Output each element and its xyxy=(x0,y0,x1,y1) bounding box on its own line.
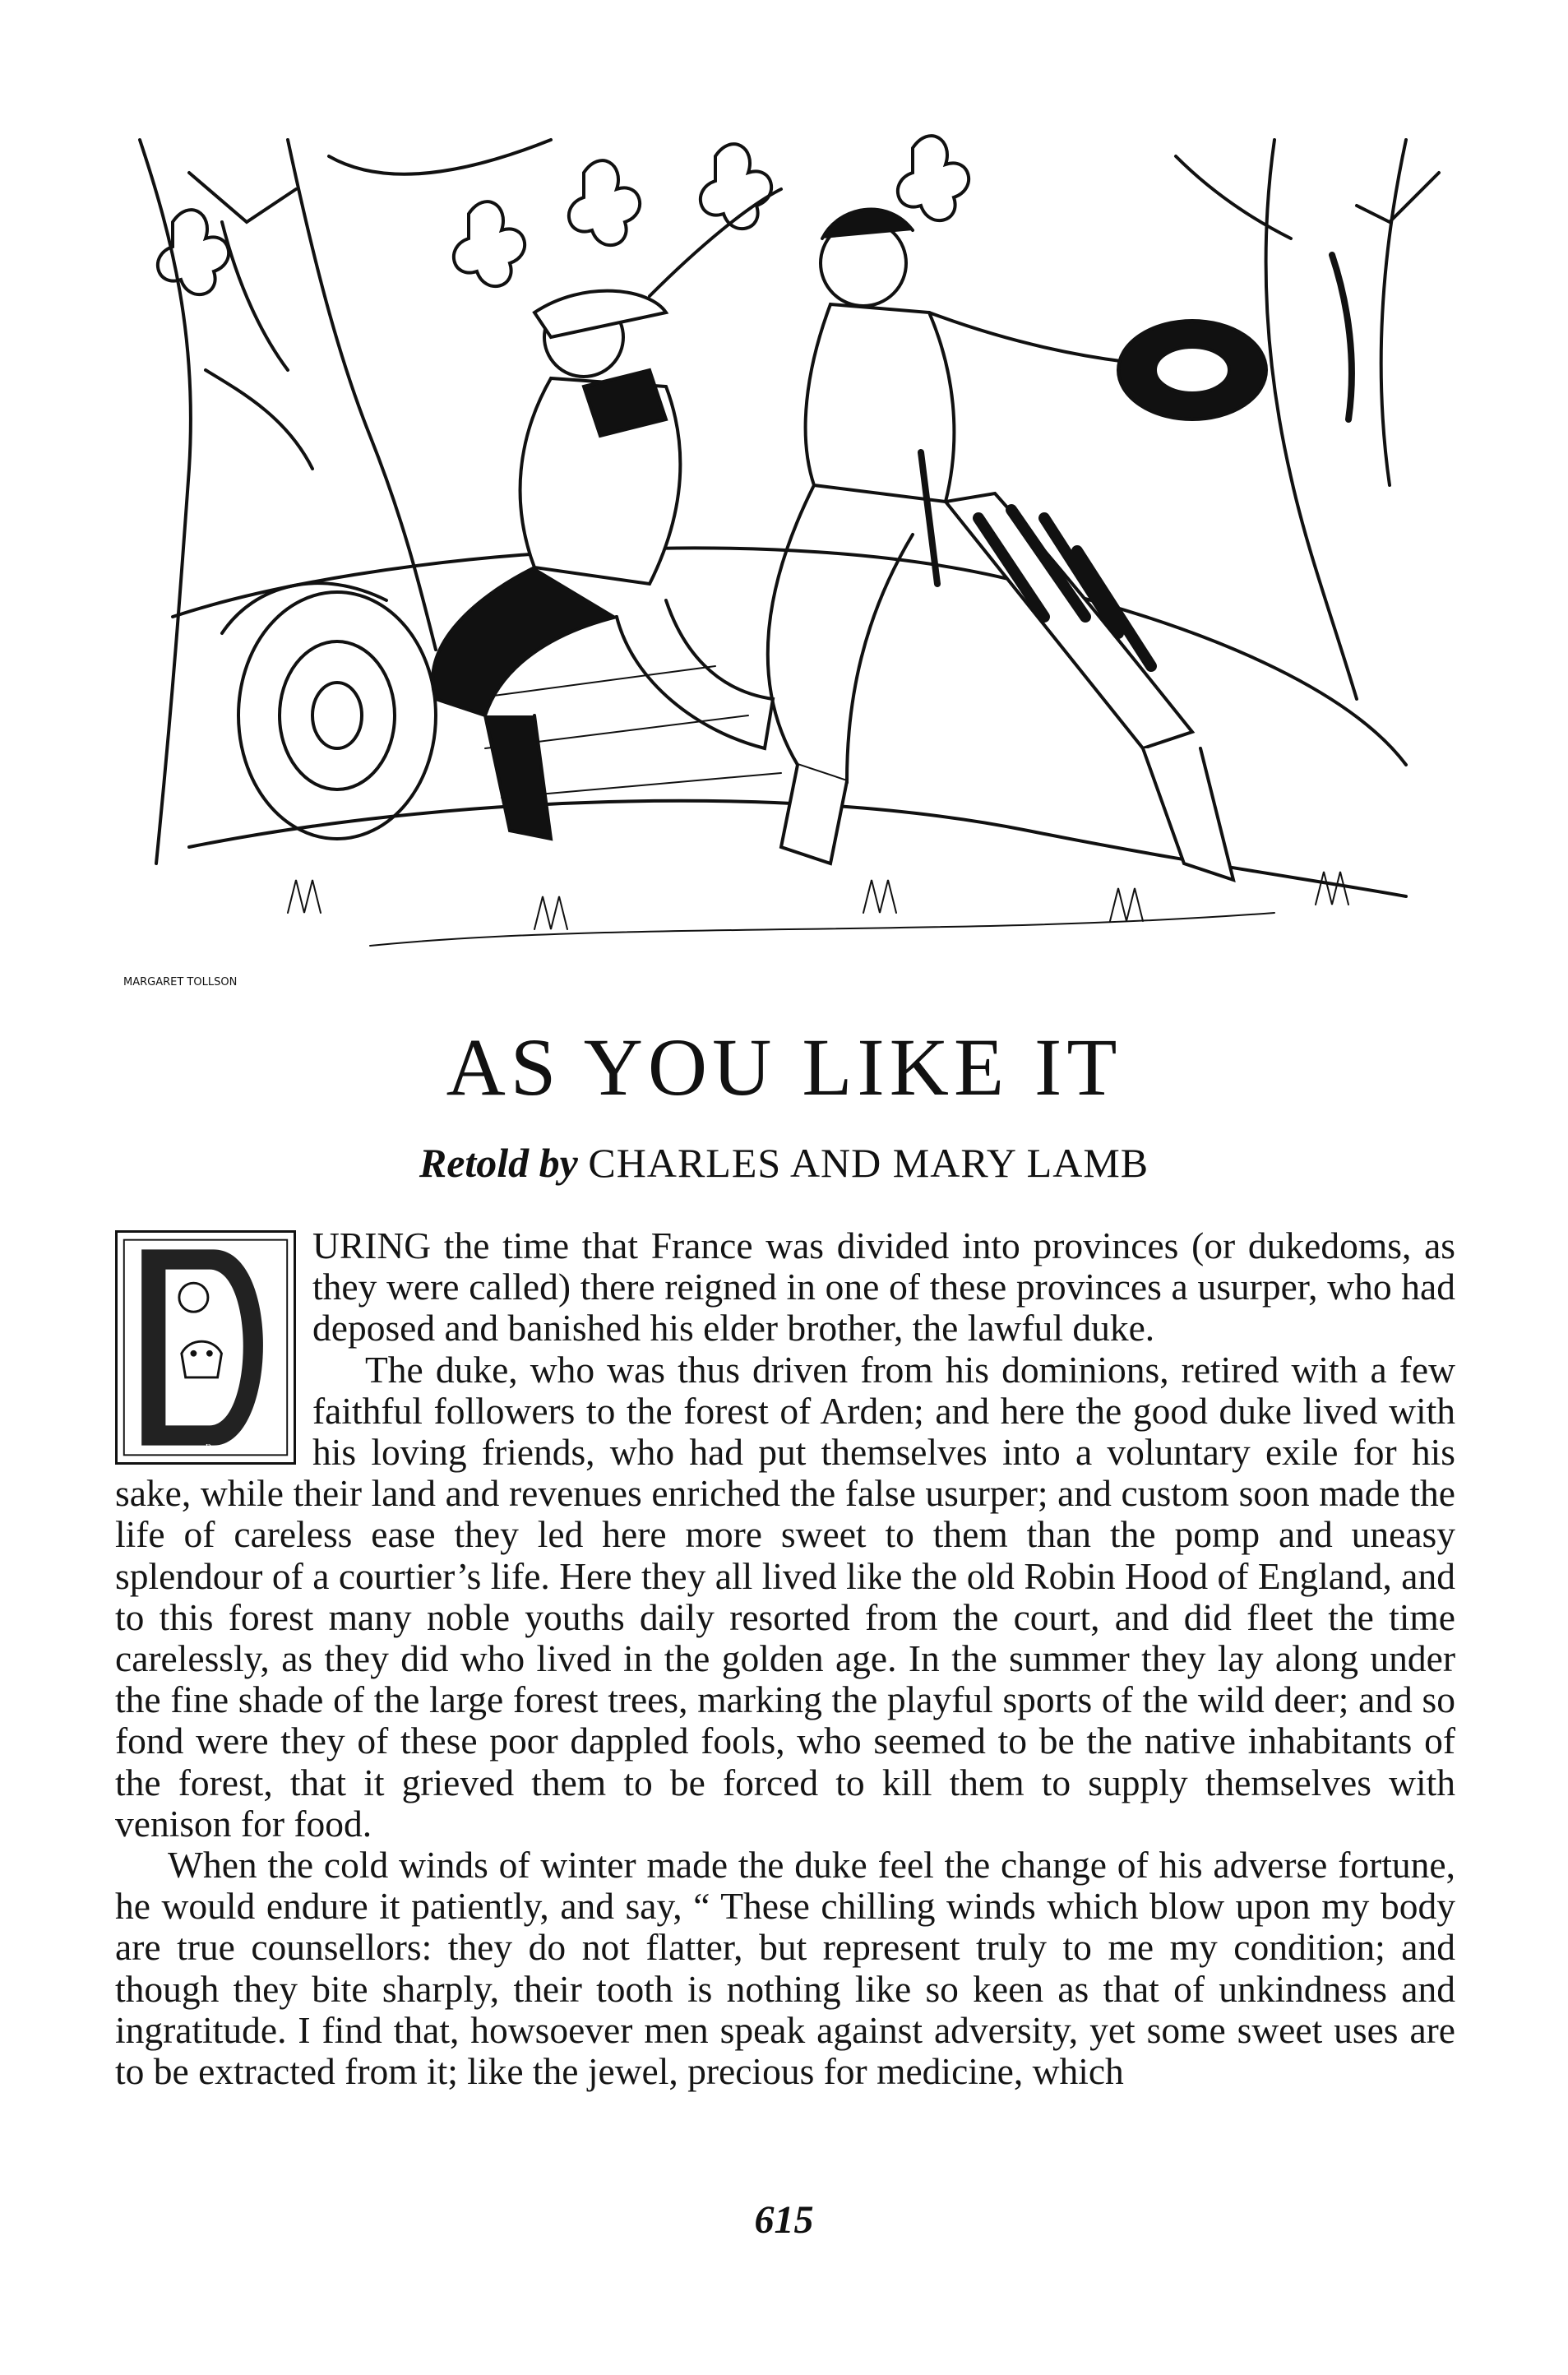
byline-authors: CHARLES AND MARY LAMB xyxy=(588,1140,1149,1186)
byline xyxy=(0,1139,1568,1187)
paragraph-1: URING the time that France was divided into provinces (or dukedoms, as they were called) there reigned in one of these provinces a usurper, who had deposed and banished his elder brother, the lawful duke. xyxy=(312,1225,1455,1350)
illustrator-signature xyxy=(123,962,271,995)
forest-illustration-icon xyxy=(123,123,1455,1012)
dropcap-d xyxy=(115,1230,296,1465)
story-body xyxy=(115,1225,1455,2092)
dropcap-letter: D xyxy=(206,1442,212,1452)
page-number: 615 xyxy=(754,2198,814,2242)
forest-illustration xyxy=(123,123,1455,1012)
paragraph-3: When the cold winds of winter made the duke feel the change of his adverse fortune, he would endure it patiently, and say, “ These chilling winds which blow upon my body are true counsellors: they do not flatter, but represent truly to me my condition; and though they bite sharply, their tooth is nothing like so keen as that of unkindness and ingratitude. I find that, howsoever men speak against adversity, yet some sweet uses are to be extracted from it; like the jewel, precious for medicine, which xyxy=(115,1844,1455,2093)
signature-text: MARGARET TOLLSON xyxy=(123,976,238,988)
byline-retold: Retold by xyxy=(419,1140,578,1186)
paragraph-2: The duke, who was thus driven from his dominions, retired with a few faithful followers to the forest of Arden; and here the good duke lived with his loving friends, who had put themselves into a voluntary exile for his sake, while their land and revenues enriched the false usurper; and custom soon made the life of careless ease they led here more sweet to them than the pomp and uneasy splendour of a courtier’s life. Here they all lived like the old Robin Hood of England, and to this forest many noble youths daily resorted from the court, and did fleet the time carelessly, as they did who lived in the golden age. In the summer they lay along under the fine shade of the large forest trees, marking the playful sports of the wild deer; and so fond were they of these poor dappled fools, who seemed to be the native inhabitants of the forest, that it grieved them to be forced to kill them to supply themselves with venison for food. xyxy=(115,1348,1455,1845)
page-title: AS YOU LIKE IT xyxy=(446,1021,1122,1113)
